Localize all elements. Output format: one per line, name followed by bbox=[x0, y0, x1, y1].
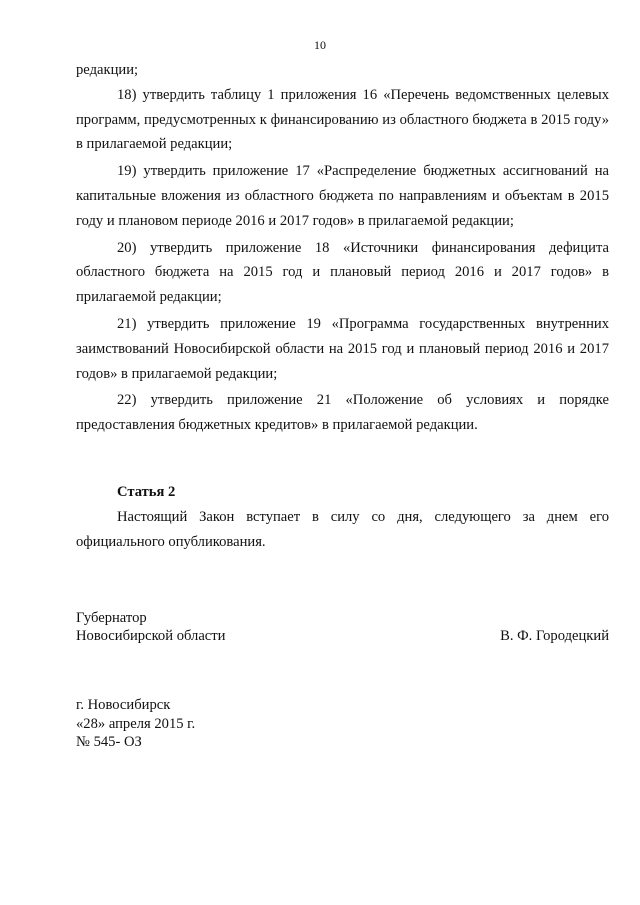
list-item-19: 19) утвердить приложение 17 «Распределение бюджетных ассигнований на капитальные вложения из областного бюджета по направлениям и объектам в 2015 году и плановом периоде 2016 и 2017 годов» в прилагаемой редакции; bbox=[76, 163, 609, 229]
page-number: 10 bbox=[314, 38, 326, 52]
continued-line: редакции; bbox=[76, 62, 139, 78]
list-item-20: 20) утвердить приложение 18 «Источники финансирования дефицита областного бюджета на 2015 год и плановый период 2016 и 2017 годов» в прилагаемой редакции; bbox=[76, 239, 609, 306]
law-number: № 545- ОЗ bbox=[76, 734, 142, 750]
signatory-title-line-2: Новосибирской области bbox=[76, 628, 226, 644]
city: г. Новосибирск bbox=[76, 697, 171, 713]
date: «28» апреля 2015 г. bbox=[76, 715, 196, 732]
article-2-text: Настоящий Закон вступает в силу со дня, следующего за днем его официального опубликования. bbox=[76, 509, 609, 550]
signatory-name: В. Ф. Городецкий bbox=[500, 628, 609, 644]
place-date-block bbox=[76, 696, 195, 752]
list-item-21: 21) утвердить приложение 19 «Программа государственных внутренних заимствований Новосибирской области на 2015 год и плановый период 2016 и 2017 годов» в прилагаемой редакции; bbox=[76, 315, 609, 382]
article-2-heading: Статья 2 bbox=[117, 484, 176, 500]
law-body-text bbox=[76, 58, 609, 438]
signature-block bbox=[76, 609, 609, 645]
signatory-title-line-1: Губернатор bbox=[76, 610, 147, 626]
list-item-22: 22) утвердить приложение 21 «Положение об условиях и порядке предоставления бюджетных кредитов» в прилагаемой редакции. bbox=[76, 392, 609, 434]
list-item-18: 18) утвердить таблицу 1 приложения 16 «Перечень ведомственных целевых программ, предусмотренных к финансированию из областного бюджета в 2015 году» в прилагаемой редакции; bbox=[76, 86, 609, 153]
